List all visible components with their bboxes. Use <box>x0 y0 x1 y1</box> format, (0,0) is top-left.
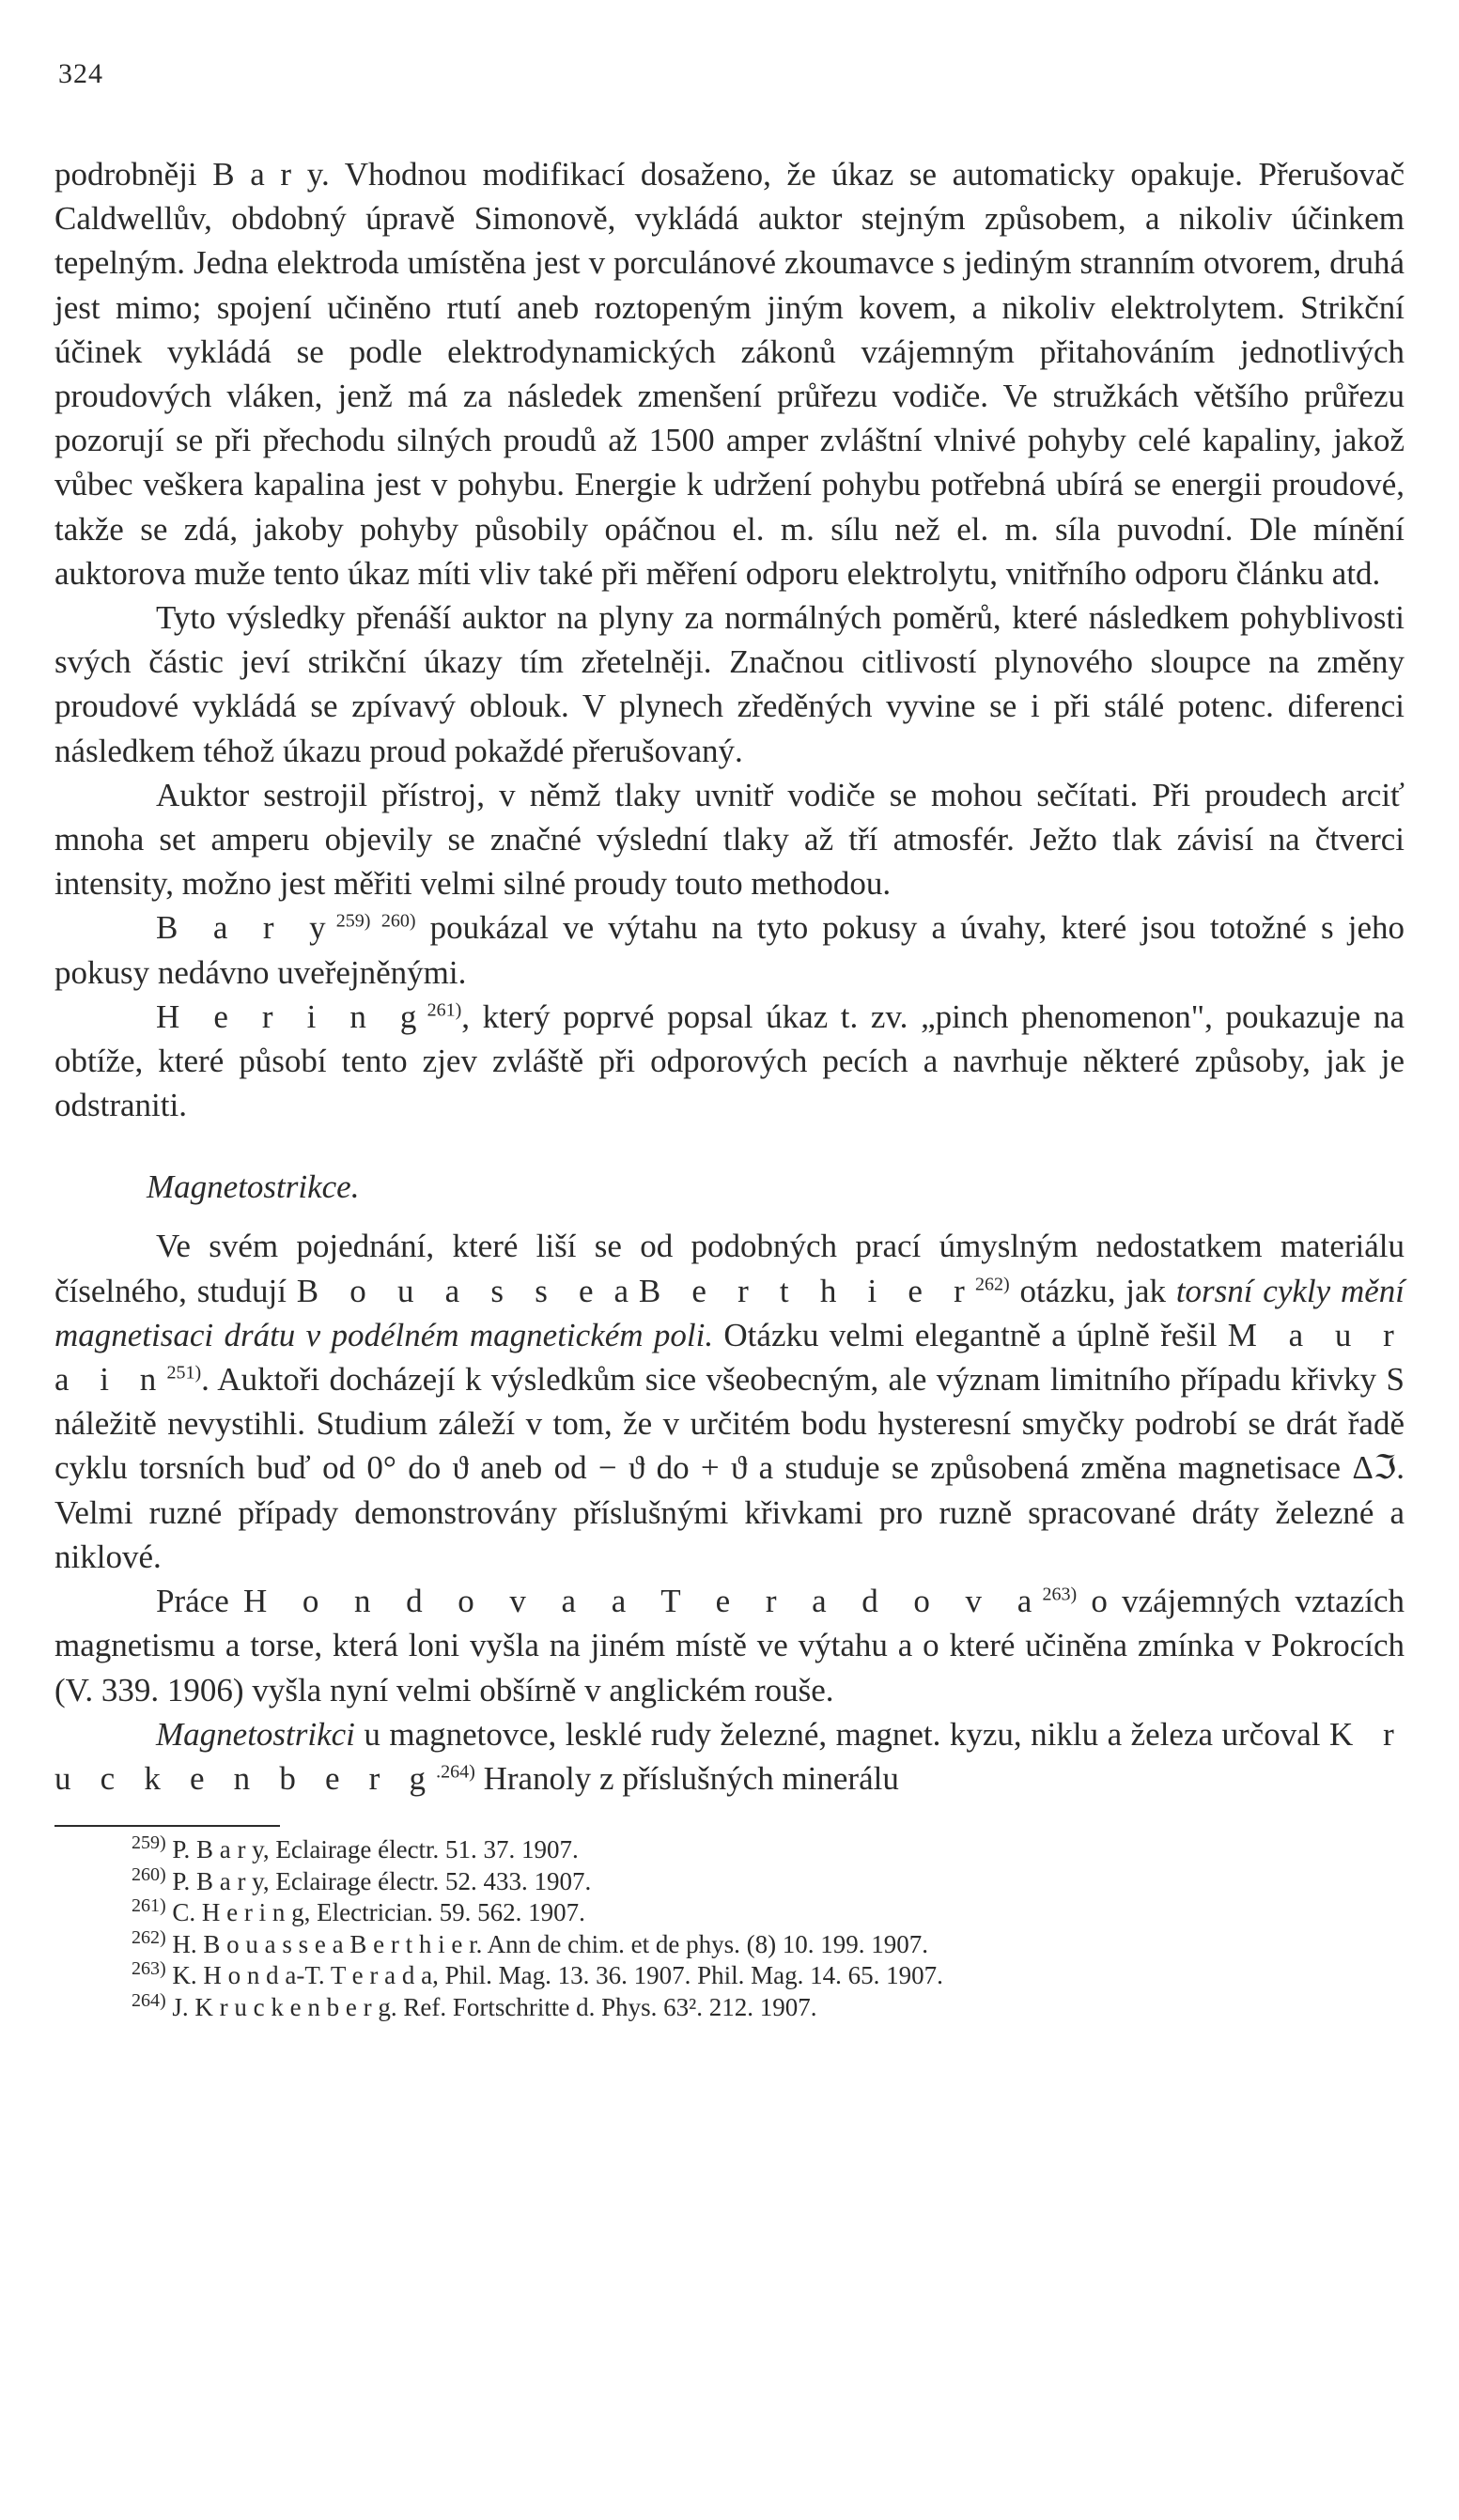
footnote-text: H. B o u a s s e a B e r t h i e r. Ann de chim. et de phys. (8) 10. 199. 1907. <box>172 1929 929 1958</box>
footnote-ref: 263) <box>1042 1584 1078 1605</box>
paragraph-striction-explanation: podrobněji B a r y. Vhodnou modifikací dosaženo, že úkaz se automaticky opakuje. Přerušovač Caldwellův, obdobný úpravě Simonově, vykládá auktor stejným způsobem, a nikoliv účinkem tepelným. Jedna elektroda umístěna jest v porculánové zkoumavce s jediným stranním otvorem, druhá jest mimo; spojení učiněno rtutí aneb roztopeným jiným kovem, a nikoliv elektrolytem. Strikční účinek vykládá se podle elektrodynamických zákonů vzájemným přitahováním jednotlivých proudových vláken, jenž má za následek zmenšení průřezu vodiče. Ve stružkách většího průřezu pozorují se při přechodu silných proudů až 1500 amper zvláštní vlnivé pohyby celé kapaliny, jakož vůbec veškera kapalina jest v pohybu. Energie k udržení pohybu potřebná ubírá se energii proudové, takže se zdá, jakoby pohyby působily opáčnou el. m. sílu než el. m. síla puvodní. Dle mínění auktorova muže tento úkaz míti vliv také při měření odporu elektrolytu, vnitřního odporu článku atd. <box>54 156 1405 592</box>
footnote-text: K. H o n d a-T. T e r a d a, Phil. Mag. 13. 36. 1907. Phil. Mag. 14. 65. 1907. <box>172 1961 943 1990</box>
author-name: M a u r a i n <box>54 1316 1405 1399</box>
paragraph-bouasse-berthier <box>54 1224 1405 1579</box>
author-name: B e r t h i e r <box>638 1272 975 1309</box>
footnote-text: C. H e r i n g, Electrician. 59. 562. 1907. <box>172 1898 585 1927</box>
footnote-item: 262) H. B o u a s s e a B e r t h i e r. Ann de chim. et de phys. (8) 10. 199. 1907. <box>132 1926 929 1958</box>
author-name: B a r y <box>156 909 336 947</box>
paragraph-honda-terada <box>54 1579 1405 1712</box>
paragraph-text: Otázku velmi elegantně a úplně řešil <box>713 1316 1228 1353</box>
footnote-ref: 251) <box>166 1362 202 1384</box>
body-text <box>54 152 1405 1801</box>
footnote-ref: 261) <box>427 999 462 1021</box>
paragraph-hering <box>54 995 1405 1128</box>
footnote-ref: 262) <box>975 1274 1010 1295</box>
paragraph-text: , který poprvé popsal úkaz t. zv. „pinch phenomenon", poukazuje na obtíže, které působí tento zjev zvláště při odporových pecích a navrhuje některé způsoby, jak je odstraniti. <box>54 997 1405 1124</box>
section-heading: Magnetostrikce. <box>147 1168 360 1206</box>
paragraph-kruckenberg <box>54 1712 1405 1801</box>
footnote-item: 263) K. H o n d a-T. T e r a d a, Phil. Mag. 13. 36. 1907. Phil. Mag. 14. 65. 1907. <box>132 1958 943 1990</box>
paragraph-apparatus: Auktor sestrojil přístroj, v němž tlaky uvnitř vodiče se mohou sečítati. Při proudech arciť mnoha set amperu objevily se značné výslední tlaky až tří atmosfér. Ježto tlak závisí na čtverci intensity, možno jest měřiti velmi silné proudy touto methodou. <box>54 776 1405 903</box>
paragraph-gases: Tyto výsledky přenáší auktor na plyny za normálných poměrů, které následkem pohyblivosti svých částic jeví strikční úkazy tím zřetelněji. Značnou citlivostí plynového sloupce na změny proudové vykládá se zpívavý oblouk. V plynech zředěných vyvine se i při stálé potenc. diferenci následkem téhož úkazu proud pokaždé přerušovaný. <box>54 599 1405 769</box>
paragraph-text: u magnetovce, lesklé rudy železné, magnet. kyzu, niklu a železa určoval <box>354 1715 1329 1753</box>
footnote-divider <box>54 1825 280 1827</box>
footnote-item: 259) P. B a r y, Eclairage électr. 51. 37. 1907. <box>132 1832 579 1864</box>
paragraph-text: . Auktoři docházejí k výsledkům sice všeobecným, ale význam limitního případu křivky S náležitě nevystihli. Studium záleží v tom, že v určitém bodu hysteresní smyčky podrobí se drát řadě cyklu torsních buď od 0° do ϑ aneb od − ϑ do + ϑ a studuje se způsobená změna magnetisace Δℑ. Velmi ruzné případy demonstrovány příslušnými křivkami pro ruzně spracované dráty železné a niklové. <box>54 1361 1405 1575</box>
footnote-text: J. K r u c k e n b e r g. Ref. Fortschritte d. Phys. 63². 212. 1907. <box>172 1992 817 2021</box>
footnotes-list <box>54 1834 1405 2023</box>
paragraph-text: otázku, jak <box>1009 1272 1176 1309</box>
italic-phrase: torsní cykly mění magnetisaci drátu v podélném magnetickém poli. <box>54 1272 1405 1353</box>
paragraph-text: Hranoly z příslušných minerálu <box>474 1759 899 1797</box>
paragraph-text: Ve svém pojednání, které liší se od podobných prací úmyslným nedostatkem materiálu číselného, studují <box>54 1228 1405 1309</box>
paragraph-text: poukázal ve výtahu na tyto pokusy a úvahy, které jsou totožné s jeho pokusy nedávno uveřejněnými. <box>54 909 1405 991</box>
paragraph-text: Práce <box>156 1583 243 1620</box>
footnote-ref: .264) <box>436 1761 475 1783</box>
page-number: 324 <box>58 58 103 89</box>
author-name: H o n d o v a a T e r a d o v a <box>242 1583 1043 1620</box>
paragraph-bary <box>54 905 1405 994</box>
author-name: B o u a s s e <box>296 1272 604 1309</box>
footnote-item: 260) P. B a r y, Eclairage électr. 52. 433. 1907. <box>132 1863 592 1895</box>
paragraph-text: o vzájemných vztazích magnetismu a torse, která loni vyšla na jiném místě ve výtahu a o které učiněna zmínka v Pokrocích (V. 339. 1906) vyšla nyní velmi obšírně v anglickém rouše. <box>54 1583 1405 1708</box>
document-page <box>54 58 1405 2023</box>
footnote-item: 261) C. H e r i n g, Electrician. 59. 562. 1907. <box>132 1895 585 1927</box>
footnote-item: 264) J. K r u c k e n b e r g. Ref. Fortschritte d. Phys. 63². 212. 1907. <box>132 1989 817 2021</box>
italic-phrase: Magnetostrikci <box>156 1715 355 1753</box>
author-name: K r u c k e n b e r g <box>54 1715 1405 1797</box>
author-name: H e r i n g <box>156 997 427 1035</box>
footnote-text: P. B a r y, Eclairage électr. 52. 433. 1907. <box>172 1866 592 1895</box>
footnote-text: P. B a r y, Eclairage électr. 51. 37. 1907. <box>172 1835 579 1864</box>
paragraph-text: a <box>603 1272 639 1309</box>
footnote-ref: 259) 260) <box>335 910 416 932</box>
